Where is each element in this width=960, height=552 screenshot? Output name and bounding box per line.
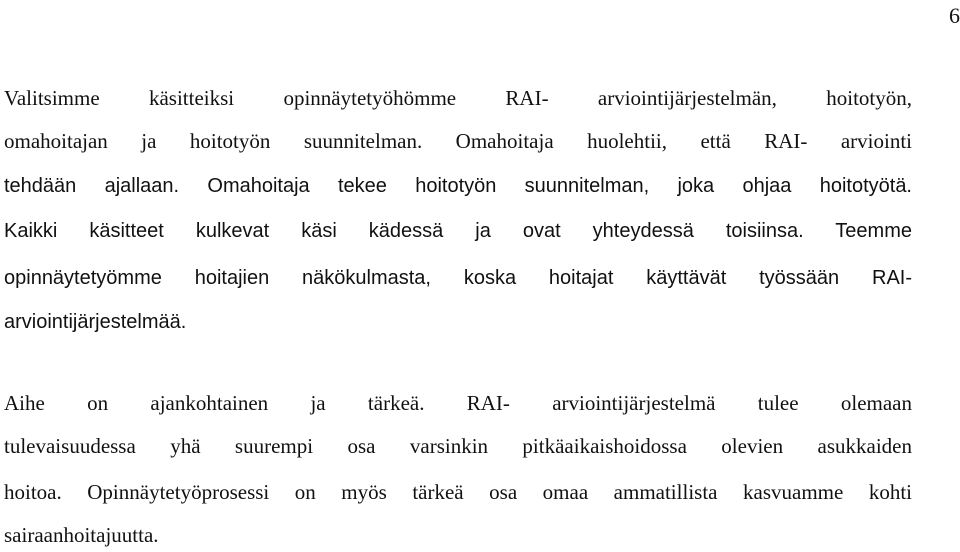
paragraph-1-line-1: Valitsimme käsitteiksi opinnäytetyöhömme RAI- arviointijärjestelmän, hoitotyön, (4, 86, 912, 110)
paragraph-2-line-2: tulevaisuudessa yhä suurempi osa varsinkin pitkäaikaishoidossa olevien asukkaiden (4, 434, 912, 458)
paragraph-2-line-3: hoitoa. Opinnäytetyöprosessi on myös tärkeä osa omaa ammatillista kasvuamme kohti (4, 480, 912, 504)
paragraph-1-line-4: Kaikki käsitteet kulkevat käsi kädessä ja ovat yhteydessä toisiinsa. Teemme (4, 220, 912, 242)
paragraph-2-line-4: sairaanhoitajuutta. (4, 523, 159, 547)
paragraph-1-line-6: arviointijärjestelmää. (4, 311, 187, 333)
paragraph-1-line-2: omahoitajan ja hoitotyön suunnitelman. Omahoitaja huolehtii, että RAI- arviointi (4, 129, 912, 153)
paragraph-2-line-1: Aihe on ajankohtainen ja tärkeä. RAI- arviointijärjestelmä tulee olemaan (4, 391, 912, 415)
paragraph-1-line-3: tehdään ajallaan. Omahoitaja tekee hoitotyön suunnitelman, joka ohjaa hoitotyötä. (4, 175, 912, 197)
paragraph-1-line-5: opinnäytetyömme hoitajien näkökulmasta, koska hoitajat käyttävät työssään RAI- (4, 267, 912, 289)
page-number: 6 (949, 3, 960, 28)
